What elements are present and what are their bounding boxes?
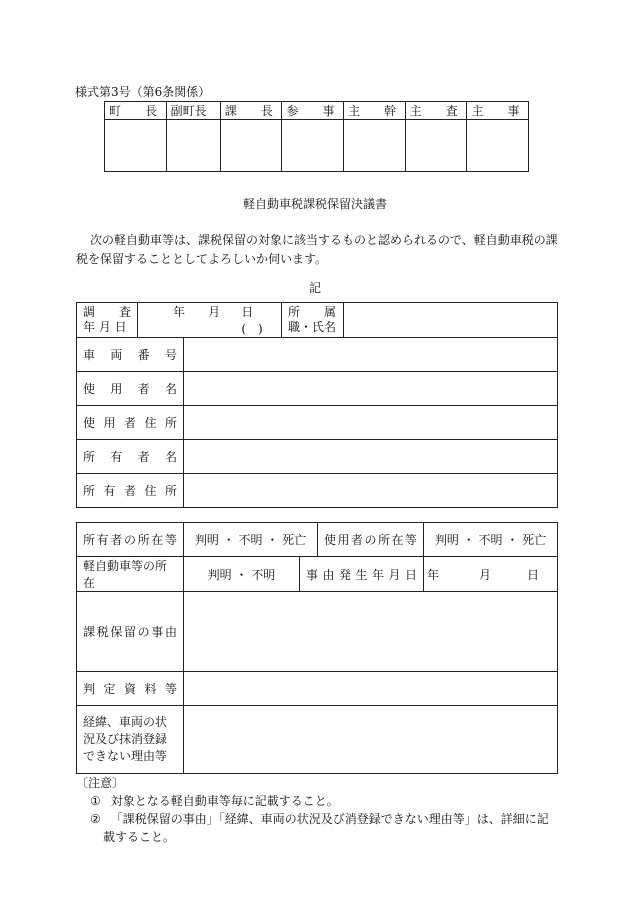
approval-header-chief-officer: 主 幹 — [344, 102, 406, 120]
approval-header-deputy-mayor: 副町長 — [166, 102, 220, 120]
reason-label: 課 税 保 留 の 事 由 — [77, 592, 184, 672]
owner-name-label: 所 有 者 名 — [77, 440, 184, 474]
reason-field[interactable] — [184, 592, 558, 672]
approval-header-mayor: 町 長 — [105, 102, 167, 120]
approval-stamp-cell[interactable] — [344, 120, 406, 172]
materials-label: 判 定 資 料 等 — [77, 672, 184, 706]
owner-location-options[interactable]: 判明 ・ 不明 ・ 死亡 — [184, 523, 318, 557]
approval-stamp-cell[interactable] — [467, 120, 529, 172]
vehicle-number-label: 車 両 番 号 — [77, 338, 184, 372]
approval-stamp-cell[interactable] — [105, 120, 167, 172]
owner-location-label: 所 有 者 の 所 在 等 — [77, 523, 184, 557]
vehicle-location-label: 軽自動車等の所在 — [77, 557, 184, 592]
user-location-label: 使 用 者 の 所 在 等 — [318, 523, 424, 557]
approval-header-inspector: 主 査 — [405, 102, 467, 120]
approval-stamp-cell[interactable] — [166, 120, 220, 172]
user-location-options[interactable]: 判明 ・ 不明 ・ 死亡 — [424, 523, 558, 557]
approval-stamp-cell[interactable] — [405, 120, 467, 172]
document-title: 軽自動車税課税保留決議書 — [242, 197, 387, 211]
incident-date-label: 事 由 発 生 年 月 日 — [300, 557, 424, 592]
materials-field[interactable] — [184, 672, 558, 706]
dept-name-field[interactable] — [344, 303, 558, 338]
user-address-field[interactable] — [184, 406, 558, 440]
vehicle-info-table — [76, 302, 558, 508]
vehicle-number-field[interactable] — [184, 338, 558, 372]
survey-date-field[interactable]: 年 月 日( ) — [138, 303, 282, 338]
approval-header-councilor: 参 事 — [282, 102, 344, 120]
note-2-continued: 載すること。 — [103, 830, 176, 844]
approval-stamp-cell[interactable] — [282, 120, 344, 172]
owner-address-label: 所 有 者 住 所 — [77, 474, 184, 508]
history-label: 経緯、車両の状況及び抹消登録できない理由等 — [77, 706, 184, 774]
body-text-line2: 税を保留することとしてよろしいか伺います。 — [76, 252, 328, 266]
form-number: 様式第3号（第6条関係） — [75, 85, 211, 99]
owner-address-field[interactable] — [184, 474, 558, 508]
vehicle-location-options[interactable]: 判明 ・ 不明 — [184, 557, 300, 592]
dept-name-label: 所 属 職・氏名 — [282, 303, 344, 338]
approval-stamp-cell[interactable] — [220, 120, 282, 172]
user-address-label: 使 用 者 住 所 — [77, 406, 184, 440]
survey-date-label: 調 査 年 月 日 — [77, 303, 138, 338]
user-name-label: 使 用 者 名 — [77, 372, 184, 406]
note-1: ① 対象となる軽自動車等毎に記載すること。 — [90, 794, 339, 808]
approval-header-staff: 主 事 — [467, 102, 529, 120]
approval-table — [104, 101, 529, 172]
incident-date-field[interactable]: 年 月 日 — [424, 557, 558, 592]
approval-header-section-chief: 課 長 — [220, 102, 282, 120]
status-table — [76, 522, 558, 774]
notes-heading: 〔注意〕 — [76, 776, 125, 790]
user-name-field[interactable] — [184, 372, 558, 406]
note-2: ② 「課税保留の事由」「経緯、車両の状況及び消登録できない理由等」は、詳細に記 — [90, 812, 549, 826]
body-text-line1: 次の軽自動車等は、課税保留の対象に該当するものと認められるので、軽自動車税の課 — [90, 233, 558, 247]
ki-heading: 記 — [308, 281, 321, 295]
owner-name-field[interactable] — [184, 440, 558, 474]
history-field[interactable] — [184, 706, 558, 774]
